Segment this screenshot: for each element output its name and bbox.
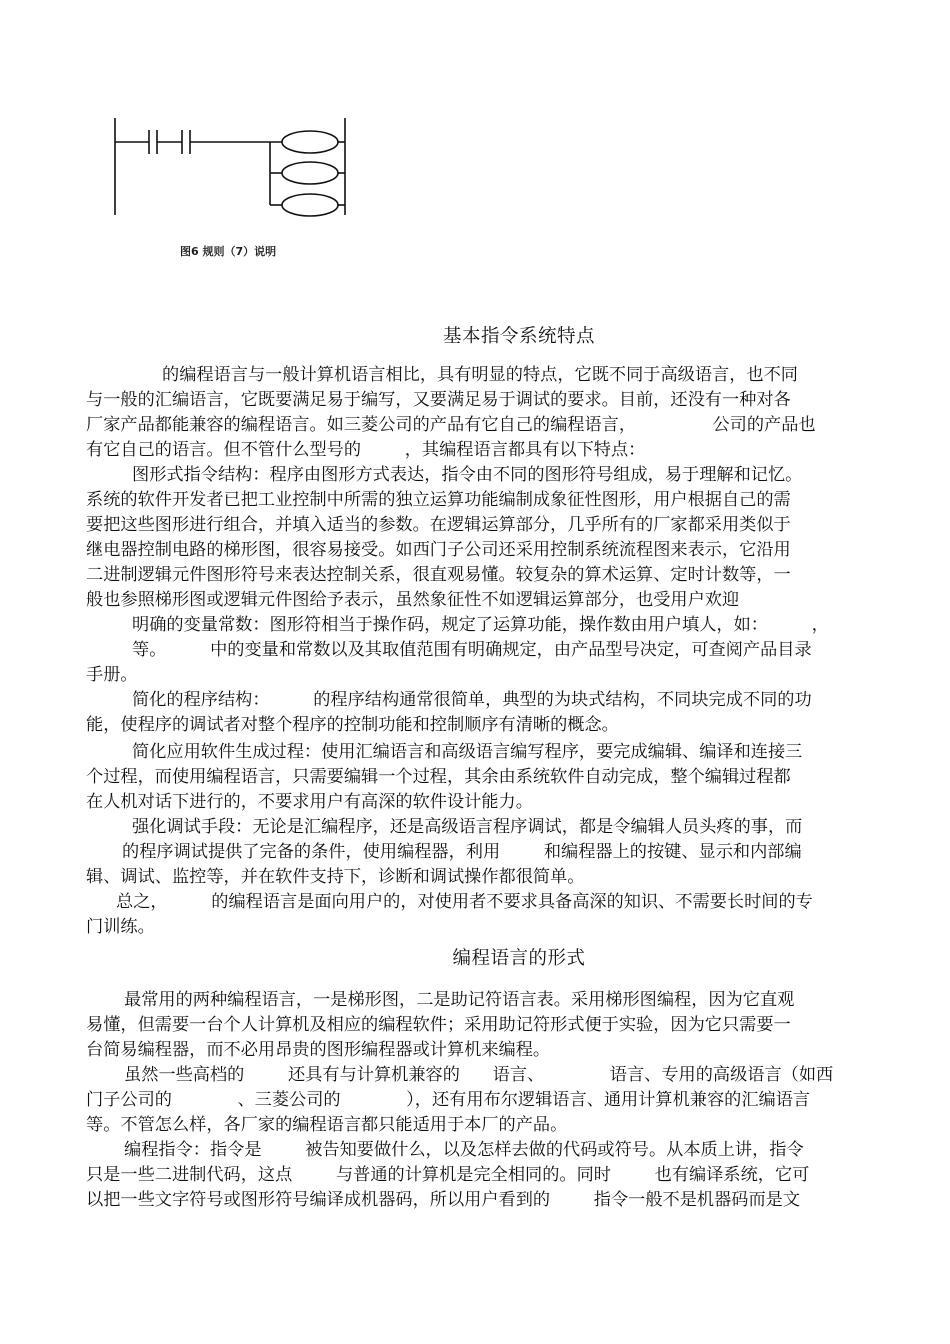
paragraph-line: 个过程，而使用编程语言，只需要编辑一个过程，其余由系统软件自动完成，整个编辑过程都 (86, 767, 791, 787)
paragraph-line: 的编程语言与一般计算机语言相比，具有明显的特点，它既不同于高级语言，也不同 (162, 365, 798, 385)
paragraph-line: 辑、调试、监控等，并在软件支持下，诊断和调试操作都很简单。 (86, 867, 585, 887)
output-coil-3 (282, 194, 338, 216)
paragraph-line: 等。 中的变量和常数以及其取值范围有明确规定，由产品型号决定，可查阅产品目录 (132, 640, 812, 660)
paragraph-line: 与一般的汇编语言，它既要满足易于编写，又要满足易于调试的要求。目前，还没有一种对各 (86, 390, 791, 410)
output-coil-2 (282, 162, 338, 184)
paragraph-line: 般也参照梯形图或逻辑元件图给予表示，虽然象征性不如逻辑运算部分，也受用户欢迎 (86, 590, 740, 610)
paragraph-line: 在人机对话下进行的，不要求用户有高深的软件设计能力。 (86, 792, 533, 812)
figure-caption: 图6 规则（7）说明 (180, 245, 277, 258)
paragraph-line: 简化的程序结构： 的程序结构通常很简单，典型的为块式结构，不同块完成不同的功 (132, 690, 812, 710)
paragraph-line: 图形式指令结构：程序由图形方式表达，指令由不同的图形符号组成，易于理解和记忆。 (132, 465, 803, 485)
paragraph-line: 只是一些二进制代码，这点 与普通的计算机是完全相同的。同时 也有编译系统，它可 (86, 1165, 810, 1185)
paragraph-line: 要把这些图形进行组合，并填入适当的参数。在逻辑运算部分，几乎所有的厂家都采用类似于 (86, 515, 791, 535)
paragraph-line: 继电器控制电路的梯形图，很容易接受。如西门子公司还采用控制系统流程图来表示，它沿用 (86, 540, 791, 560)
paragraph-line: 手册。 (86, 665, 138, 685)
paragraph-line: 强化调试手段：无论是汇编程序，还是高级语言程序调试，都是令编辑人员头疼的事，而 (132, 817, 803, 837)
paragraph-line: 总之， 的编程语言是面向用户的，对使用者不要求具备高深的知识、不需要长时间的专 (116, 892, 813, 912)
paragraph-line: 门训练。 (86, 917, 155, 937)
paragraph-line: 虽然一些高档的 还具有与计算机兼容的 语言、 语言、专用的高级语言（如西 (124, 1065, 834, 1085)
paragraph-line: 易懂，但需要一台个人计算机及相应的编程软件；采用助记符形式便于实验，因为它只需要一 (86, 1015, 791, 1035)
section1-heading: 基本指令系统特点 (442, 326, 595, 347)
paragraph-line: 的程序调试提供了完备的条件，使用编程器，利用 和编程器上的按键、显示和内部编 (122, 842, 802, 862)
paragraph-line: 系统的软件开发者已把工业控制中所需的独立运算功能编制成象征性图形，用户根据自己的需 (86, 490, 791, 510)
paragraph-line: 简化应用软件生成过程：使用汇编语言和高级语言编写程序，要完成编辑、编译和连接三 (132, 742, 803, 762)
paragraph-line: 以把一些文字符号或图形符号编译成机器码，所以用户看到的 指令一般不是机器码而是文 (86, 1190, 801, 1210)
paragraph-line: 厂家产品都能兼容的编程语言。如三菱公司的产品有它自己的编程语言， 公司的产品也 (86, 415, 816, 435)
paragraph-line: 门子公司的 、三菱公司的 ），还有用布尔逻辑语言、通用计算机兼容的汇编语言 (86, 1090, 811, 1110)
paragraph-line: 台简易编程器，而不必用昂贵的图形编程器或计算机来编程。 (86, 1040, 551, 1060)
ladder-diagram (110, 110, 360, 220)
paragraph-line: 能，使程序的调试者对整个程序的控制功能和控制顺序有清晰的概念。 (86, 715, 619, 735)
paragraph-line: 有它自己的语言。但不管什么型号的 ，其编程语言都具有以下特点： (86, 440, 646, 460)
paragraph-line: 二进制逻辑元件图形符号来表达控制关系，很直观易懂。较复杂的算术运算、定时计数等，一 (86, 565, 791, 585)
section2-heading: 编程语言的形式 (452, 948, 586, 969)
paragraph-line: 等。不管怎么样，各厂家的编程语言都只能适用于本厂的产品。 (86, 1115, 568, 1135)
paragraph-line: 明确的变量常数：图形符相当于操作码，规定了运算功能，操作数由用户填人，如： ， (132, 615, 829, 635)
paragraph-line: 编程指令：指令是 被告知要做什么，以及怎样去做的代码或符号。从本质上讲，指令 (124, 1140, 804, 1160)
output-coil-1 (282, 131, 338, 153)
paragraph-line: 最常用的两种编程语言，一是梯形图，二是助记符语言表。采用梯形图编程，因为它直观 (124, 990, 795, 1010)
